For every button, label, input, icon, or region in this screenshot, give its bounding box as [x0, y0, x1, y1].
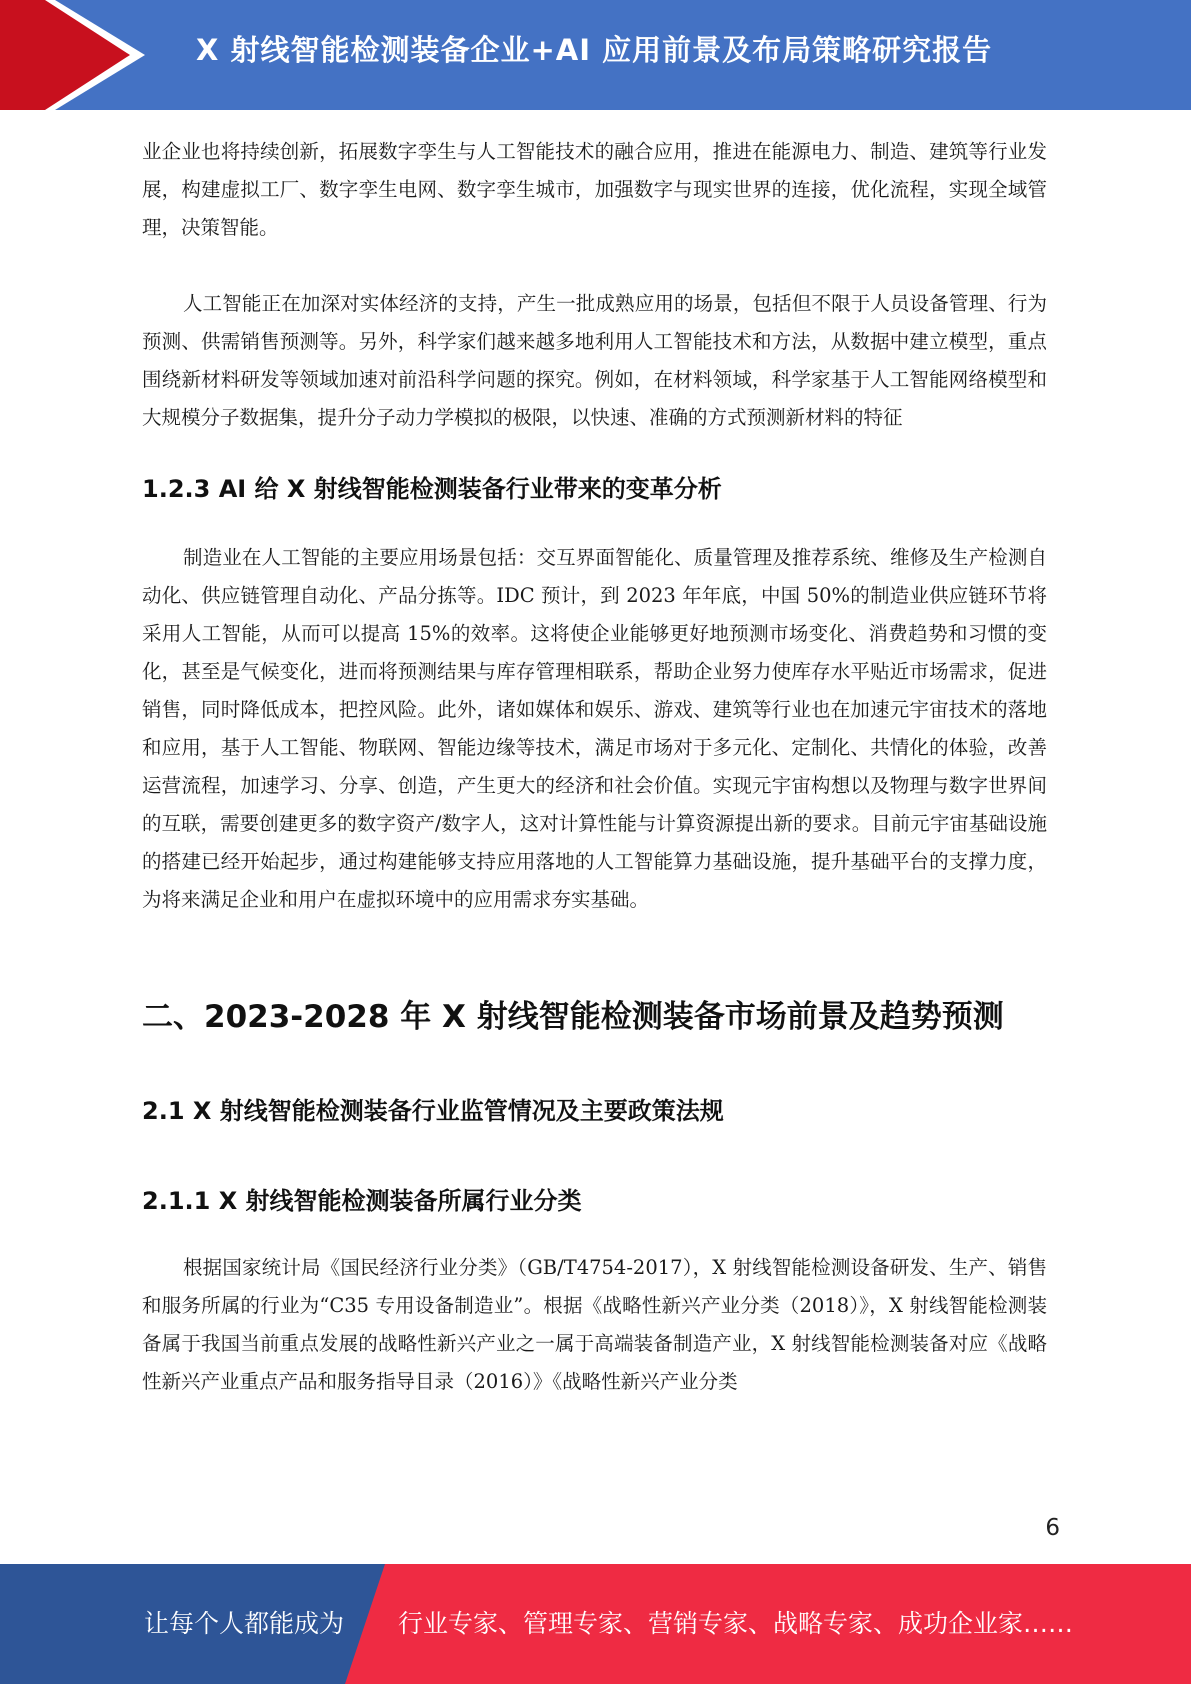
document-body: [142, 133, 1047, 1401]
footer-slogan-left: 让每个人都能成为: [144, 1609, 345, 1638]
paragraph-continuation: 业企业也将持续创新，拓展数字孪生与人工智能技术的融合应用，推进在能源电力、制造、建筑等行业发展，构建虚拟工厂、数字孪生电网、数字孪生城市，加强数字与现实世界的连接，优化流程，实现全域管理，决策智能。: [142, 140, 1047, 239]
report-title: X 射线智能检测装备企业+AI 应用前景及布局策略研究报告: [196, 33, 993, 67]
paragraph-industry-classification: 根据国家统计局《国民经济行业分类》（GB/T4754-2017），X 射线智能检测设备研发、生产、销售和服务所属的行业为“C35 专用设备制造业”。根据《战略性新兴产业分类（2018）》，X 射线智能检测装备属于我国当前重点发展的战略性新兴产业之一属于高端装备制造产业，X 射线智能检测装备对应《战略性新兴产业重点产品和服务指导目录（2016）》《战略性新兴产业分类: [142, 1256, 1047, 1393]
header-chevron-icon: [0, 0, 160, 110]
paragraph-ai-applications: 人工智能正在加深对实体经济的支持，产生一批成熟应用的场景，包括但不限于人员设备管理、行为预测、供需销售预测等。另外，科学家们越来越多地利用人工智能技术和方法，从数据中建立模型，重点围绕新材料研发等领域加速对前沿科学问题的探究。例如，在材料领域，科学家基于人工智能网络模型和大规模分子数据集，提升分子动力学模拟的极限，以快速、准确的方式预测新材料的特征: [142, 292, 1047, 429]
section-heading-1-2-3: 1.2.3 AI 给 X 射线智能检测装备行业带来的变革分析: [142, 475, 722, 503]
footer-slogan-right: 行业专家、管理专家、营销专家、战略专家、成功企业家……: [398, 1609, 1074, 1638]
page-header: [0, 0, 1191, 110]
section-heading-2-1: 2.1 X 射线智能检测装备行业监管情况及主要政策法规: [142, 1097, 724, 1125]
chapter-heading-2: 二、2023-2028 年 X 射线智能检测装备市场前景及趋势预测: [142, 999, 1004, 1035]
page-number: 6: [1045, 1515, 1060, 1541]
section-heading-2-1-1: 2.1.1 X 射线智能检测装备所属行业分类: [142, 1187, 582, 1215]
paragraph-manufacturing-ai: 制造业在人工智能的主要应用场景包括：交互界面智能化、质量管理及推荐系统、维修及生产检测自动化、供应链管理自动化、产品分拣等。IDC 预计，到 2023 年年底，中国 50%的制造业供应链环节将采用人工智能，从而可以提高 15%的效率。这将使企业能够更好地预测市场变化、消费趋势和习惯的变化，甚至是气候变化，进而将预测结果与库存管理相联系，帮助企业努力使库存水平贴近市场需求，促进销售，同时降低成本，把控风险。此外，诸如媒体和娱乐、游戏、建筑等行业也在加速元宇宙技术的落地和应用，基于人工智能、物联网、智能边缘等技术，满足市场对于多元化、定制化、共情化的体验，改善运营流程，加速学习、分享、创造，产生更大的经济和社会价值。实现元宇宙构想以及物理与数字世界间的互联，需要创建更多的数字资产/数字人，这对计算性能与计算资源提出新的要求。目前元宇宙基础设施的搭建已经开始起步，通过构建能够支持应用落地的人工智能算力基础设施，提升基础平台的支撑力度，为将来满足企业和用户在虚拟环境中的应用需求夯实基础。: [142, 546, 1047, 911]
page-footer: [0, 1564, 1191, 1684]
